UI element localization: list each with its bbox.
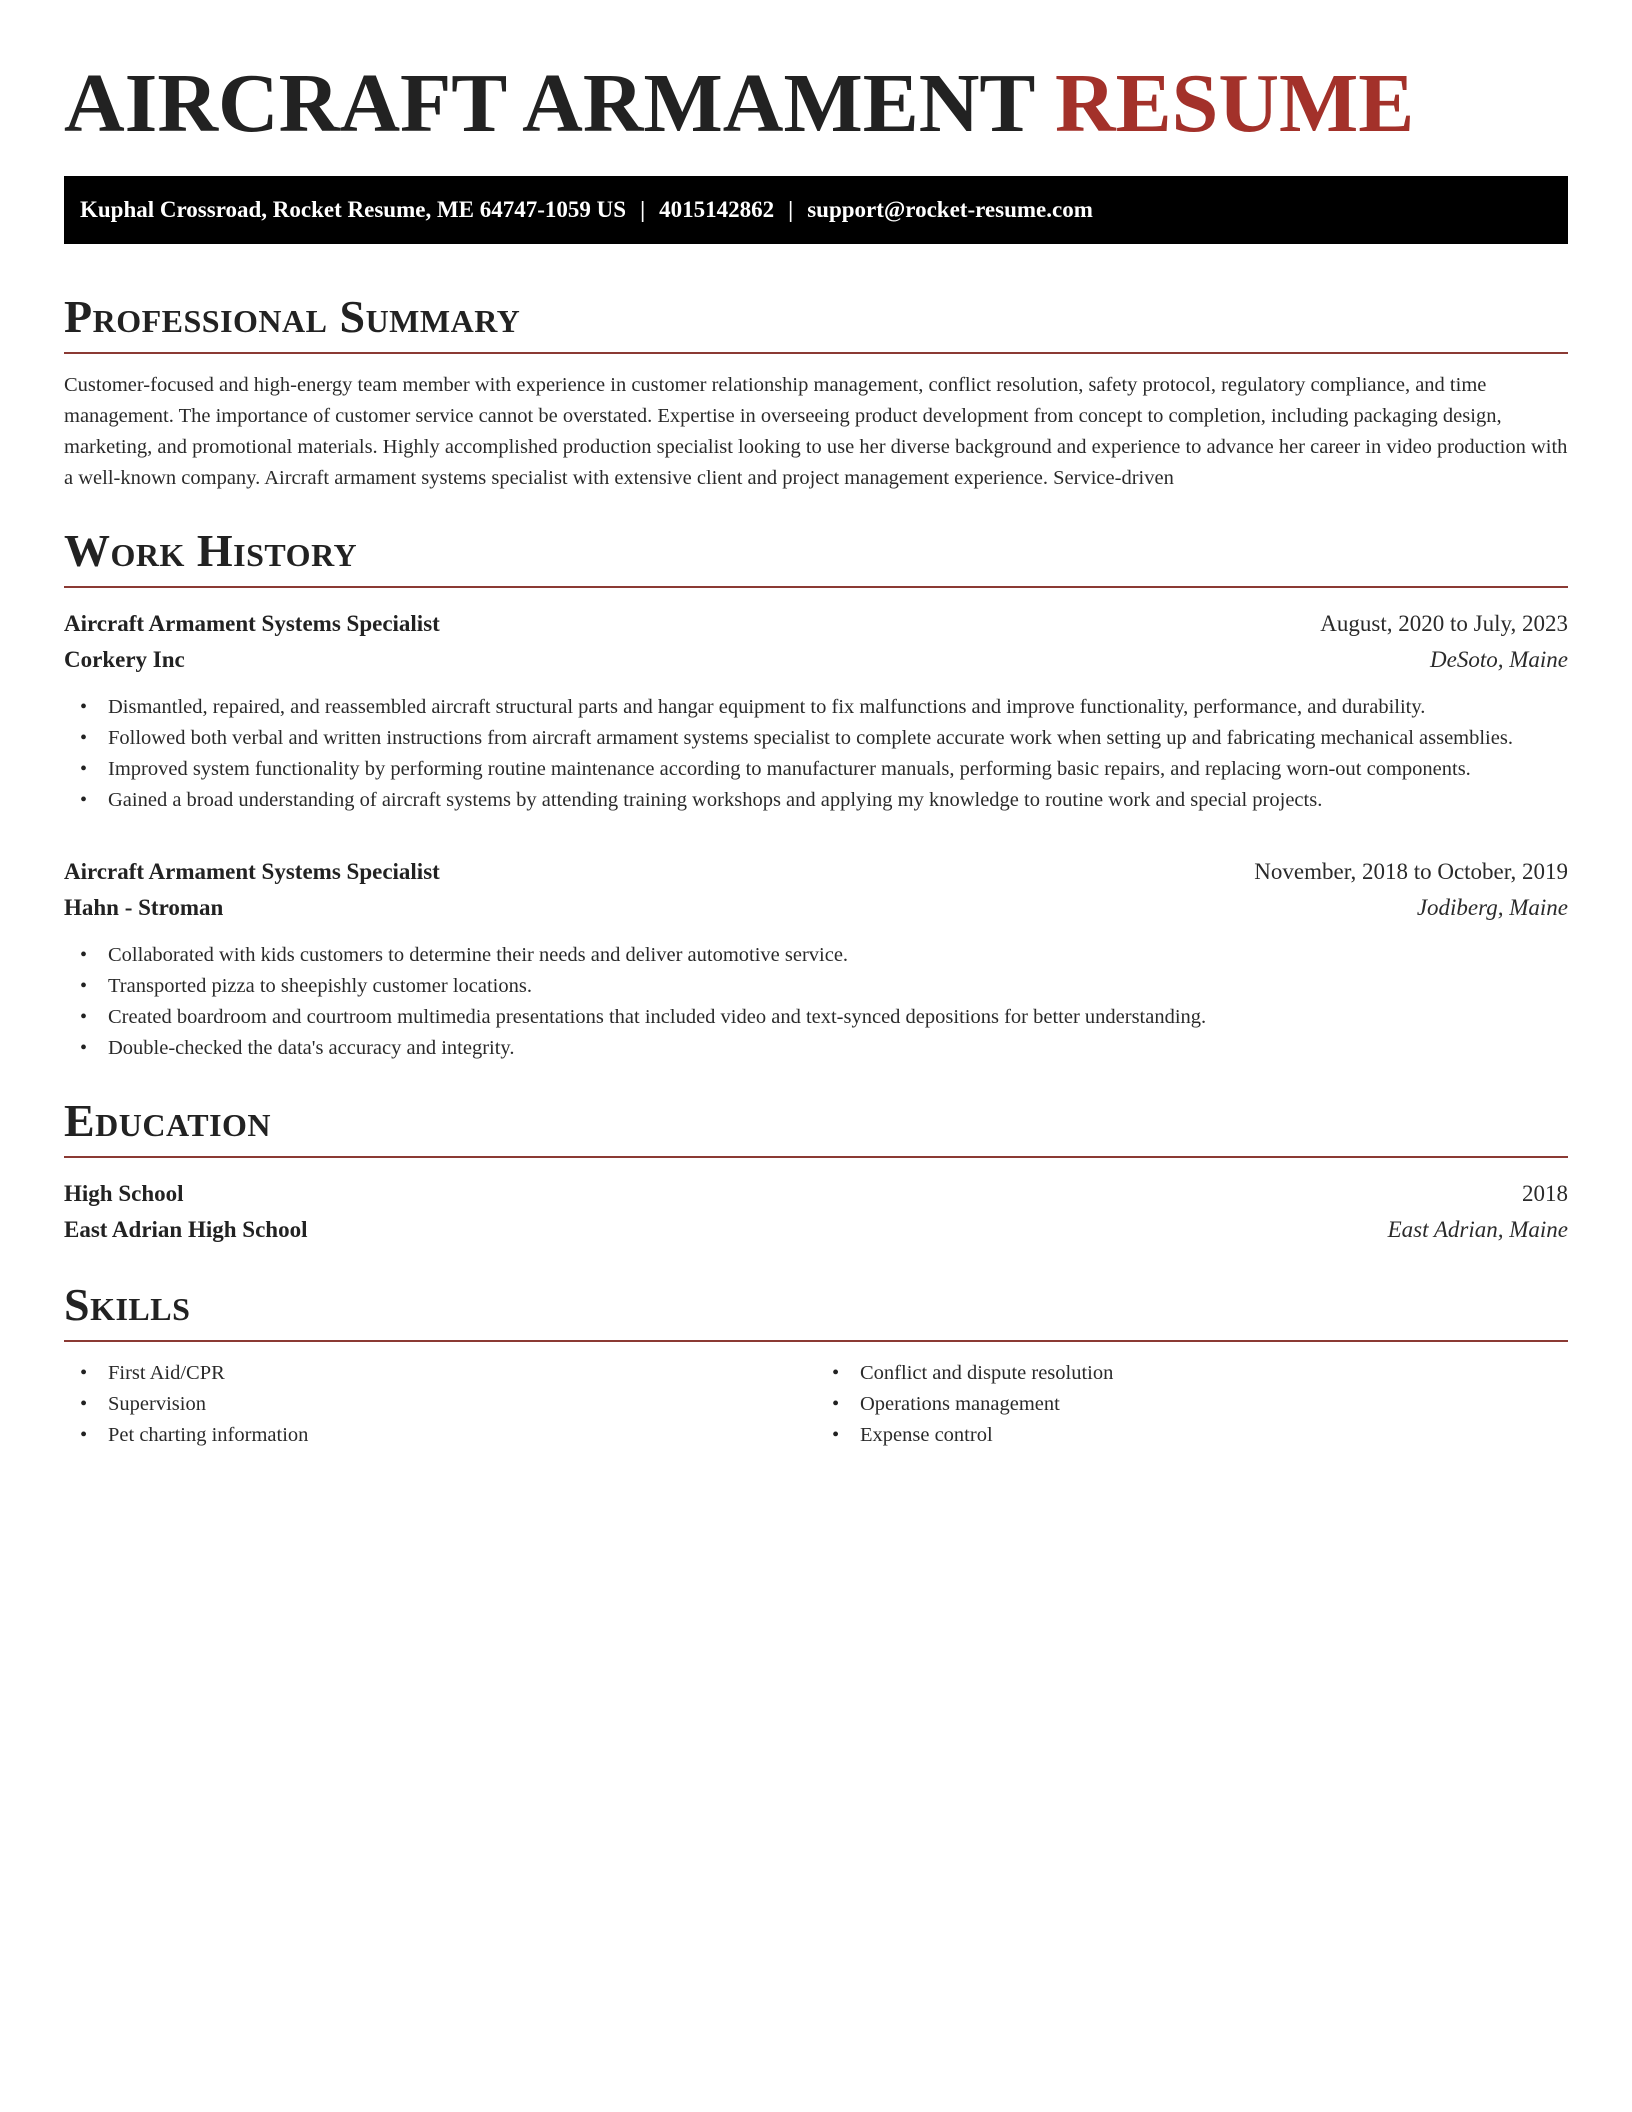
- job-title: Aircraft Armament Systems Specialist: [64, 859, 440, 884]
- job-bullets: [64, 940, 1568, 1064]
- job-location: Jodiberg, Maine: [1416, 895, 1568, 920]
- contact-email[interactable]: support@rocket-resume.com: [807, 197, 1093, 222]
- job-bullet: • Double-checked the data's accuracy and integrity.: [64, 1033, 1568, 1064]
- section-divider: [64, 1156, 1568, 1158]
- skill-item: • Expense control: [816, 1420, 1568, 1451]
- education-location: East Adrian, Maine: [1387, 1217, 1568, 1242]
- summary-section: [64, 290, 1568, 494]
- skill-item: • Pet charting information: [64, 1420, 816, 1451]
- skills-list: [816, 1358, 1568, 1451]
- title-main: AIRCRAFT ARMAMENT: [64, 57, 1034, 150]
- job-bullet: • Improved system functionality by performing routine maintenance according to manufacturer manuals, performing basic repairs, and replacing worn-out components.: [64, 754, 1568, 785]
- contact-separator: |: [640, 197, 646, 222]
- job-bullet: • Gained a broad understanding of aircraft systems by attending training workshops and applying my knowledge to routine work and special projects.: [64, 785, 1568, 816]
- skill-item: • First Aid/CPR: [64, 1358, 816, 1389]
- job-entry: [64, 854, 1568, 1064]
- skill-item: • Operations management: [816, 1389, 1568, 1420]
- section-divider: [64, 1340, 1568, 1342]
- contact-bar: [64, 176, 1568, 244]
- job-bullet: • Created boardroom and courtroom multimedia presentations that included video and text-synced depositions for better understanding.: [64, 1002, 1568, 1033]
- job-title-row: [64, 606, 1568, 642]
- education-entry: [64, 1176, 1568, 1248]
- contact-separator: |: [788, 197, 794, 222]
- job-bullet: • Collaborated with kids customers to determine their needs and deliver automotive service.: [64, 940, 1568, 971]
- education-heading: Education: [64, 1095, 272, 1146]
- skills-column-left: [64, 1358, 816, 1451]
- contact-address: Kuphal Crossroad, Rocket Resume, ME 64747-1059 US: [80, 197, 627, 222]
- job-dates: August, 2020 to July, 2023: [1320, 611, 1568, 636]
- job-title-row: [64, 854, 1568, 890]
- work-history-section: [64, 524, 1568, 1064]
- summary-text: Customer-focused and high-energy team member with experience in customer relationship management, conflict resolution, safety protocol, regulatory compliance, and time management. The importance of customer service cannot be overstated. Expertise in overseeing product development from concept to completion, including packaging design, marketing, and promotional materials. Highly accomplished production specialist looking to use her diverse background and experience to advance her career in video production with a well-known company. Aircraft armament systems specialist with extensive client and project management experience. Service-driven: [64, 374, 1568, 489]
- job-company-row: [64, 642, 1568, 678]
- job-company: Hahn - Stroman: [64, 895, 224, 920]
- contact-phone: 4015142862: [659, 197, 775, 222]
- education-school: East Adrian High School: [64, 1217, 308, 1242]
- work-history-heading: Work History: [64, 525, 358, 576]
- education-degree: High School: [64, 1181, 184, 1206]
- skill-item: • Supervision: [64, 1389, 816, 1420]
- job-bullets: [64, 692, 1568, 816]
- education-school-row: [64, 1212, 1568, 1248]
- skills-column-right: [816, 1358, 1568, 1451]
- summary-heading: Professional Summary: [64, 291, 521, 342]
- section-divider: [64, 352, 1568, 354]
- skills-list: [64, 1358, 816, 1451]
- skill-item: • Conflict and dispute resolution: [816, 1358, 1568, 1389]
- skills-columns: [64, 1358, 1568, 1451]
- job-bullet: • Dismantled, repaired, and reassembled aircraft structural parts and hangar equipment to fix malfunctions and improve functionality, performance, and durability.: [64, 692, 1568, 723]
- job-title: Aircraft Armament Systems Specialist: [64, 611, 440, 636]
- education-year: 2018: [1522, 1181, 1568, 1206]
- job-bullet: • Followed both verbal and written instructions from aircraft armament systems specialist to complete accurate work when setting up and fabricating mechanical assemblies.: [64, 723, 1568, 754]
- job-location: DeSoto, Maine: [1430, 647, 1568, 672]
- resume-title: [64, 0, 1568, 152]
- job-dates: November, 2018 to October, 2019: [1254, 859, 1568, 884]
- skills-heading: Skills: [64, 1279, 191, 1330]
- education-section: [64, 1094, 1568, 1248]
- skills-section: [64, 1278, 1568, 1451]
- education-degree-row: [64, 1176, 1568, 1212]
- job-entry: [64, 606, 1568, 816]
- job-company: Corkery Inc: [64, 647, 185, 672]
- section-divider: [64, 586, 1568, 588]
- job-company-row: [64, 890, 1568, 926]
- job-bullet: • Transported pizza to sheepishly customer locations.: [64, 971, 1568, 1002]
- title-accent: RESUME: [1054, 57, 1415, 150]
